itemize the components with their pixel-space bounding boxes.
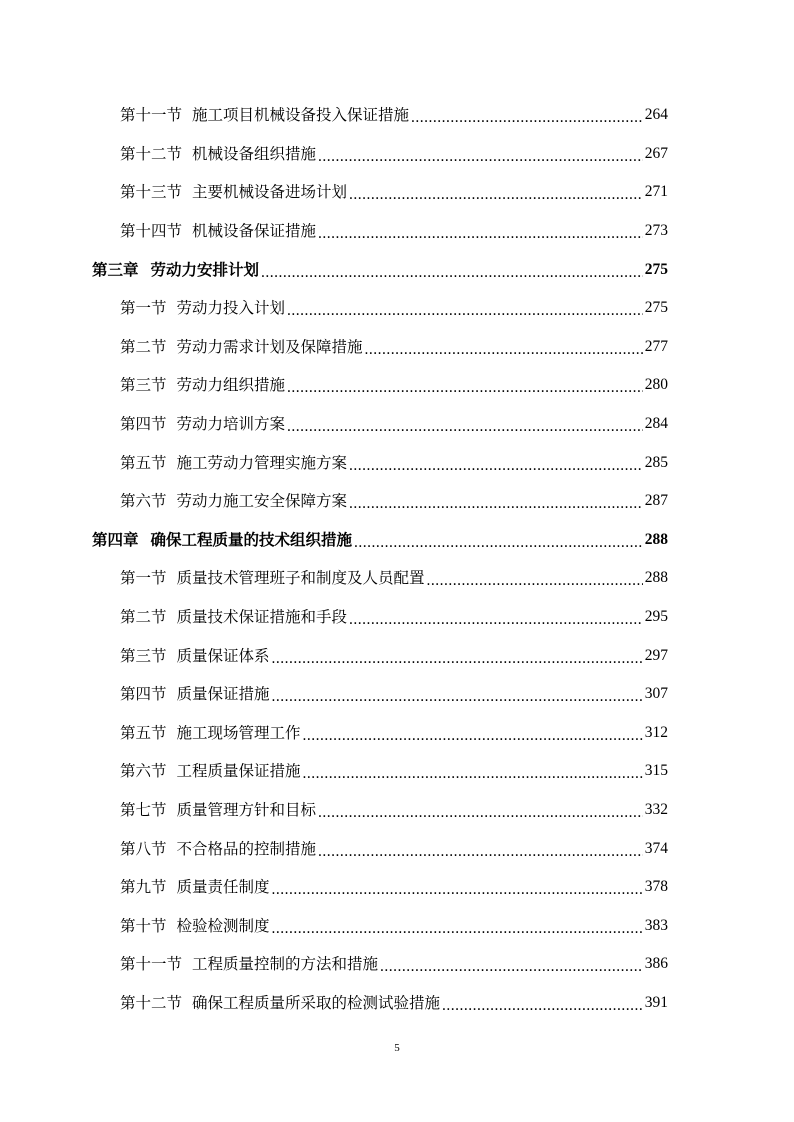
toc-entry-label (120, 568, 425, 588)
toc-entry-title: 机械设备组织措施 (192, 144, 317, 163)
toc-entry-number: 第七节 (120, 800, 167, 819)
toc-entry-label (120, 221, 316, 241)
toc-entry-number: 第十节 (120, 916, 167, 935)
dot-leader (318, 842, 643, 862)
toc-entry-page: 391 (644, 993, 668, 1011)
toc-section-entry[interactable] (0, 405, 668, 444)
toc-entry-label (120, 298, 285, 318)
dot-leader (349, 185, 643, 205)
toc-entry-number: 第四节 (120, 685, 167, 704)
toc-entry-page: 273 (644, 222, 668, 240)
dot-leader (272, 880, 643, 900)
dot-leader (349, 494, 643, 514)
toc-entry-title: 工程质量保证措施 (176, 762, 301, 781)
toc-section-entry[interactable] (0, 791, 668, 830)
toc-entry-page: 280 (644, 376, 668, 394)
toc-section-entry[interactable] (0, 443, 668, 482)
dot-leader (272, 687, 643, 707)
dot-leader (380, 957, 643, 977)
toc-section-entry[interactable] (0, 636, 668, 675)
toc-section-entry[interactable] (0, 96, 668, 135)
toc-entry-number: 第八节 (120, 839, 167, 858)
dot-leader (287, 417, 643, 437)
toc-entry-page: 275 (644, 260, 668, 278)
toc-entry-page: 332 (644, 800, 668, 818)
dot-leader (318, 147, 643, 167)
toc-section-entry[interactable] (0, 906, 668, 945)
dot-leader (411, 108, 643, 128)
toc-entry-label (120, 993, 440, 1013)
toc-entry-number: 第二节 (120, 608, 167, 627)
toc-entry-number: 第二节 (120, 337, 167, 356)
toc-entry-label (120, 684, 270, 704)
toc-entry-title: 施工劳动力管理实施方案 (176, 453, 348, 472)
toc-section-entry[interactable] (0, 829, 668, 868)
dot-leader (442, 996, 643, 1016)
toc-section-entry[interactable] (0, 984, 668, 1023)
toc-entry-title: 检验检测制度 (176, 916, 270, 935)
toc-entry-number: 第九节 (120, 878, 167, 897)
toc-entry-label (120, 800, 316, 820)
toc-entry-label (120, 414, 285, 434)
toc-entry-title: 质量保证措施 (176, 685, 270, 704)
toc-entry-label (120, 491, 347, 511)
toc-section-entry[interactable] (0, 328, 668, 367)
toc-entry-label (92, 260, 259, 280)
toc-entry-title: 主要机械设备进场计划 (192, 183, 348, 202)
toc-entry-title: 质量管理方针和目标 (176, 800, 317, 819)
toc-entry-number: 第三节 (120, 646, 167, 665)
toc-entry-title: 劳动力需求计划及保障措施 (176, 337, 363, 356)
toc-entry-page: 285 (644, 453, 668, 471)
toc-entry-label (120, 839, 316, 859)
toc-entry-number: 第十四节 (120, 222, 183, 241)
toc-entry-title: 质量技术管理班子和制度及人员配置 (176, 569, 425, 588)
toc-entry-title: 施工项目机械设备投入保证措施 (192, 106, 410, 125)
toc-section-entry[interactable] (0, 482, 668, 521)
toc-entry-title: 劳动力投入计划 (176, 299, 286, 318)
dot-leader (318, 224, 643, 244)
dot-leader (349, 610, 643, 630)
toc-entry-title: 劳动力安排计划 (150, 260, 260, 279)
toc-entry-title: 机械设备保证措施 (192, 222, 317, 241)
toc-entry-label (92, 530, 352, 550)
toc-entry-page: 267 (644, 144, 668, 162)
dot-leader (287, 301, 643, 321)
toc-entry-number: 第五节 (120, 723, 167, 742)
toc-entry-title: 不合格品的控制措施 (176, 839, 317, 858)
toc-entry-label (120, 375, 285, 395)
dot-leader (303, 726, 643, 746)
toc-section-entry[interactable] (0, 212, 668, 251)
toc-entry-page: 315 (644, 762, 668, 780)
toc-entry-page: 374 (644, 839, 668, 857)
toc-entry-number: 第三节 (120, 376, 167, 395)
toc-section-entry[interactable] (0, 559, 668, 598)
toc-entry-number: 第十三节 (120, 183, 183, 202)
toc-section-entry[interactable] (0, 675, 668, 714)
toc-entry-label (120, 182, 347, 202)
toc-section-entry[interactable] (0, 598, 668, 637)
dot-leader (354, 533, 643, 553)
toc-entry-label (120, 877, 270, 897)
table-of-contents (0, 96, 794, 1022)
toc-entry-page: 383 (644, 916, 668, 934)
dot-leader (287, 378, 643, 398)
toc-entry-page: 284 (644, 415, 668, 433)
toc-entry-label (120, 453, 347, 473)
dot-leader (272, 919, 643, 939)
toc-section-entry[interactable] (0, 868, 668, 907)
toc-section-entry[interactable] (0, 289, 668, 328)
toc-entry-title: 工程质量控制的方法和措施 (192, 955, 379, 974)
dot-leader (318, 803, 643, 823)
toc-entry-number: 第三章 (92, 260, 139, 279)
page-number: 5 (394, 1042, 400, 1054)
toc-chapter-entry[interactable] (0, 521, 668, 560)
toc-entry-page: 295 (644, 608, 668, 626)
toc-entry-title: 确保工程质量的技术组织措施 (150, 530, 353, 549)
toc-entry-page: 271 (644, 183, 668, 201)
toc-entry-title: 施工现场管理工作 (176, 723, 301, 742)
toc-entry-page: 386 (644, 955, 668, 973)
toc-entry-label (120, 337, 363, 357)
dot-leader (427, 571, 643, 591)
toc-entry-number: 第一节 (120, 299, 167, 318)
toc-entry-number: 第十一节 (120, 955, 183, 974)
toc-entry-number: 第五节 (120, 453, 167, 472)
toc-entry-number: 第十二节 (120, 993, 183, 1012)
toc-entry-page: 288 (644, 530, 668, 548)
toc-section-entry[interactable] (0, 752, 668, 791)
toc-entry-page: 275 (644, 299, 668, 317)
toc-entry-page: 378 (644, 878, 668, 896)
toc-entry-label (120, 607, 347, 627)
toc-entry-label (120, 646, 270, 666)
toc-entry-title: 劳动力组织措施 (176, 376, 286, 395)
toc-section-entry[interactable] (0, 714, 668, 753)
toc-entry-title: 确保工程质量所采取的检测试验措施 (192, 993, 441, 1012)
dot-leader (349, 456, 643, 476)
toc-entry-label (120, 761, 301, 781)
toc-chapter-entry[interactable] (0, 250, 668, 289)
toc-entry-number: 第四章 (92, 530, 139, 549)
toc-entry-page: 307 (644, 685, 668, 703)
toc-entry-number: 第一节 (120, 569, 167, 588)
dot-leader (261, 263, 643, 283)
toc-entry-label (120, 105, 409, 125)
toc-entry-number: 第六节 (120, 762, 167, 781)
toc-entry-title: 质量责任制度 (176, 878, 270, 897)
toc-section-entry[interactable] (0, 173, 668, 212)
toc-entry-label (120, 144, 316, 164)
toc-entry-title: 劳动力培训方案 (176, 415, 286, 434)
dot-leader (365, 340, 643, 360)
toc-section-entry[interactable] (0, 366, 668, 405)
toc-entry-label (120, 916, 270, 936)
toc-section-entry[interactable] (0, 945, 668, 984)
toc-entry-title: 质量保证体系 (176, 646, 270, 665)
toc-entry-page: 277 (644, 337, 668, 355)
toc-entry-title: 劳动力施工安全保障方案 (176, 492, 348, 511)
toc-entry-page: 287 (644, 492, 668, 510)
toc-entry-page: 264 (644, 106, 668, 124)
dot-leader (272, 649, 643, 669)
toc-entry-number: 第十一节 (120, 106, 183, 125)
toc-entry-page: 288 (644, 569, 668, 587)
toc-entry-number: 第十二节 (120, 144, 183, 163)
toc-entry-page: 312 (644, 723, 668, 741)
toc-section-entry[interactable] (0, 135, 668, 174)
toc-entry-number: 第四节 (120, 415, 167, 434)
toc-entry-title: 质量技术保证措施和手段 (176, 608, 348, 627)
toc-entry-label (120, 723, 301, 743)
toc-entry-page: 297 (644, 646, 668, 664)
dot-leader (303, 764, 643, 784)
toc-entry-label (120, 954, 378, 974)
toc-entry-number: 第六节 (120, 492, 167, 511)
